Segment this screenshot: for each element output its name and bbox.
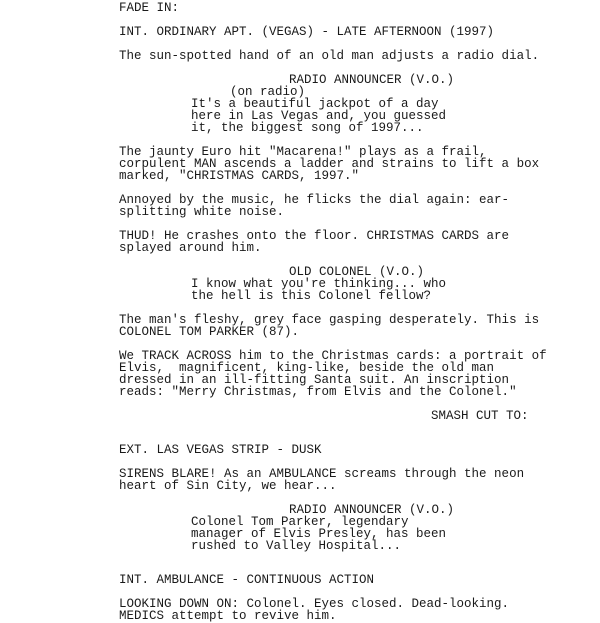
action-line: dressed in an ill-fitting Santa suit. An inscription xyxy=(119,373,510,387)
character-name: RADIO ANNOUNCER (V.O.) xyxy=(289,73,455,87)
dialogue-line: manager of Elvis Presley, has been xyxy=(191,527,447,541)
dialogue-line: rushed to Valley Hospital... xyxy=(191,539,402,553)
scene-heading: INT. AMBULANCE - CONTINUOUS ACTION xyxy=(119,573,375,587)
character-name: RADIO ANNOUNCER (V.O.) xyxy=(289,503,455,517)
dialogue-line: here in Las Vegas and, you guessed xyxy=(191,109,447,123)
action-line: We TRACK ACROSS him to the Christmas cards: a portrait of xyxy=(119,349,547,363)
action-line: SIRENS BLARE! As an AMBULANCE screams through the neon xyxy=(119,467,525,481)
action-line: marked, "CHRISTMAS CARDS, 1997." xyxy=(119,169,360,183)
dialogue-line: the hell is this Colonel fellow? xyxy=(191,289,432,303)
action-line: splitting white noise. xyxy=(119,205,285,219)
action-line: THUD! He crashes onto the floor. CHRISTMAS CARDS are xyxy=(119,229,510,243)
action-line: reads: "Merry Christmas, from Elvis and the Colonel." xyxy=(119,385,517,399)
action-line: COLONEL TOM PARKER (87). xyxy=(119,325,300,339)
action-line: The jaunty Euro hit "Macarena!" plays as a frail, xyxy=(119,145,487,159)
transition-smash-cut: SMASH CUT TO: xyxy=(431,409,529,423)
character-name: OLD COLONEL (V.O.) xyxy=(289,265,425,279)
transition-fade-in: FADE IN: xyxy=(119,1,180,15)
dialogue-line: It's a beautiful jackpot of a day xyxy=(191,97,439,111)
action-line: splayed around him. xyxy=(119,241,262,255)
action-line: The man's fleshy, grey face gasping desperately. This is xyxy=(119,313,540,327)
action-line: Elvis, magnificent, king-like, beside the old man xyxy=(119,361,495,375)
action-line: Annoyed by the music, he flicks the dial again: ear- xyxy=(119,193,510,207)
action-line: MEDICS attempt to revive him. xyxy=(119,609,337,623)
dialogue-line: Colonel Tom Parker, legendary xyxy=(191,515,409,529)
action-line: heart of Sin City, we hear... xyxy=(119,479,337,493)
dialogue-line: I know what you're thinking... who xyxy=(191,277,447,291)
scene-heading: EXT. LAS VEGAS STRIP - DUSK xyxy=(119,443,322,457)
dialogue-line: it, the biggest song of 1997... xyxy=(191,121,424,135)
action-line: The sun-spotted hand of an old man adjusts a radio dial. xyxy=(119,49,540,63)
parenthetical: (on radio) xyxy=(230,85,306,99)
scene-heading: INT. ORDINARY APT. (VEGAS) - LATE AFTERNOON (1997) xyxy=(119,25,495,39)
action-line: LOOKING DOWN ON: Colonel. Eyes closed. Dead-looking. xyxy=(119,597,510,611)
action-line: corpulent MAN ascends a ladder and strains to lift a box xyxy=(119,157,540,171)
